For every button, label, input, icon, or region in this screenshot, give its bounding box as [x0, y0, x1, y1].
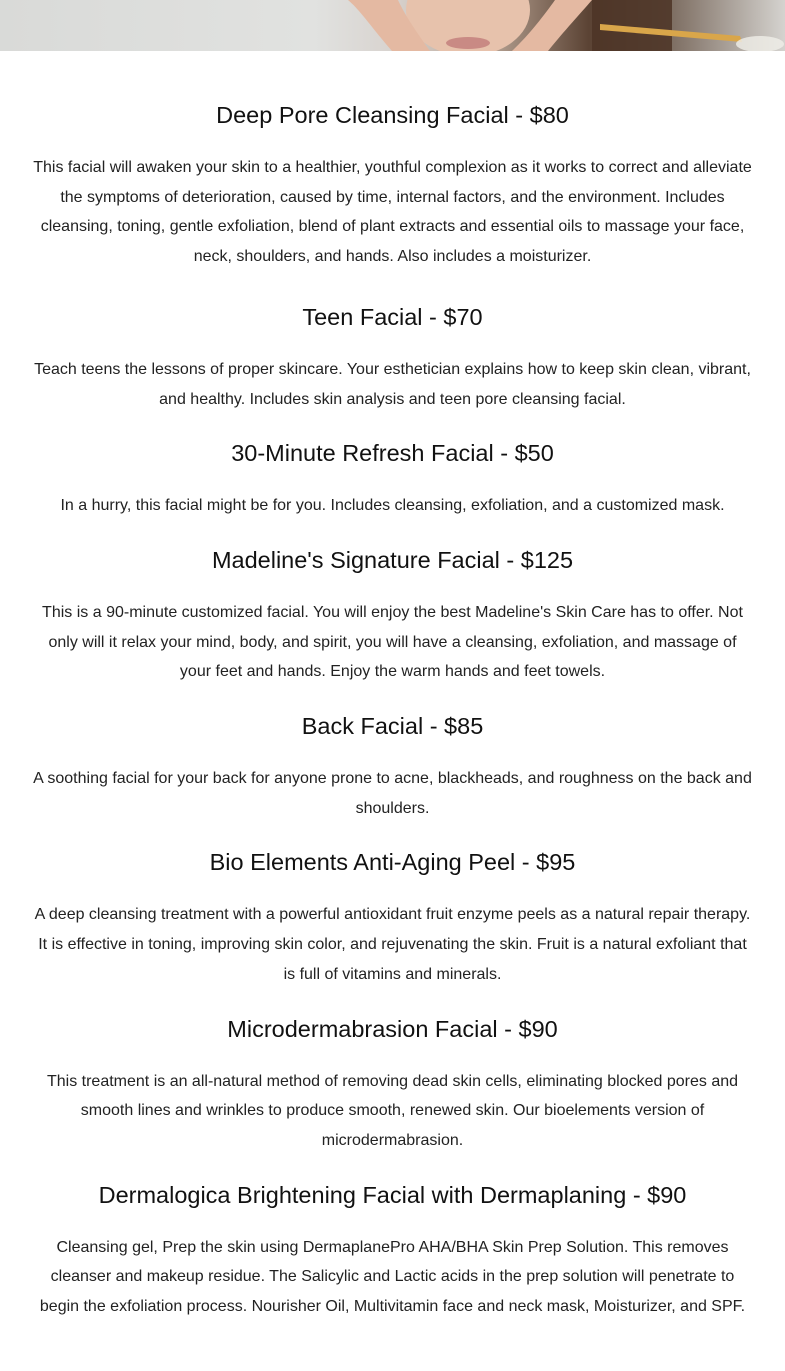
service-item: [28, 1180, 757, 1322]
service-item: [28, 100, 757, 272]
service-item: [28, 302, 757, 414]
service-item: [28, 1014, 757, 1156]
service-title: 30-Minute Refresh Facial - $50: [231, 440, 554, 467]
service-description: This is a 90-minute customized facial. You will enjoy the best Madeline's Skin Care has to offer. Not only will it relax your mind, body, and spirit, you will have a cleansing, exfoliation, and massage of your feet and hands. Enjoy the warm hands and feet towels.: [42, 603, 743, 681]
service-item: [28, 711, 757, 823]
service-title: Microdermabrasion Facial - $90: [227, 1015, 558, 1042]
service-title: Madeline's Signature Facial - $125: [211, 546, 574, 573]
service-item: [28, 545, 757, 687]
service-title: Deep Pore Cleansing Facial - $80: [216, 102, 569, 128]
services-list: [0, 51, 785, 1322]
service-description: In a hurry, this facial might be for you. Includes cleansing, exfoliation, and a customized mask.: [60, 497, 725, 515]
service-description: This treatment is an all-natural method of removing dead skin cells, eliminating blocked pores and smooth lines and wrinkles to produce smooth, renewed skin. Our bioelements version of microdermabrasion.: [46, 1072, 739, 1149]
service-description: Cleansing gel, Prep the skin using DermaplanePro AHA/BHA Skin Prep Solution. This removes cleanser and makeup residue. The Salicylic and Lactic acids in the prep solution will penetrate to begin the exfoliation process. Nourisher Oil, Multivitamin face and neck mask, Moisturizer, and SPF.: [39, 1238, 746, 1316]
service-title: Dermalogica Brightening Facial with Dermaplaning - $90: [98, 1181, 687, 1208]
service-title: Teen Facial - $70: [302, 303, 483, 330]
service-item: [28, 847, 757, 989]
face-massage-illustration: [0, 0, 785, 51]
service-title: Back Facial - $85: [301, 713, 484, 740]
service-title: Bio Elements Anti-Aging Peel - $95: [209, 849, 576, 876]
service-description: A deep cleansing treatment with a powerful antioxidant fruit enzyme peels as a natural repair therapy. It is effective in toning, improving skin color, and rejuvenating the skin. Fruit is a natural exfoliant that is full of vitamins and minerals.: [34, 906, 751, 983]
service-description: This facial will awaken your skin to a healthier, youthful complexion as it works to correct and alleviate the symptoms of deterioration, caused by time, internal factors, and the environment. Includes cleansing, toning, gentle exfoliation, blend of plant extracts and essential oils to massage your face, neck, shoulders, and hands. Also includes a moisturizer.: [33, 159, 752, 266]
hero-banner-image: [0, 0, 785, 51]
service-description: A soothing facial for your back for anyone prone to acne, blackheads, and roughness on the back and shoulders.: [33, 770, 752, 817]
service-item: [28, 438, 757, 521]
service-description: Teach teens the lessons of proper skincare. Your esthetician explains how to keep skin clean, vibrant, and healthy. Includes skin analysis and teen pore cleansing facial.: [34, 360, 751, 408]
